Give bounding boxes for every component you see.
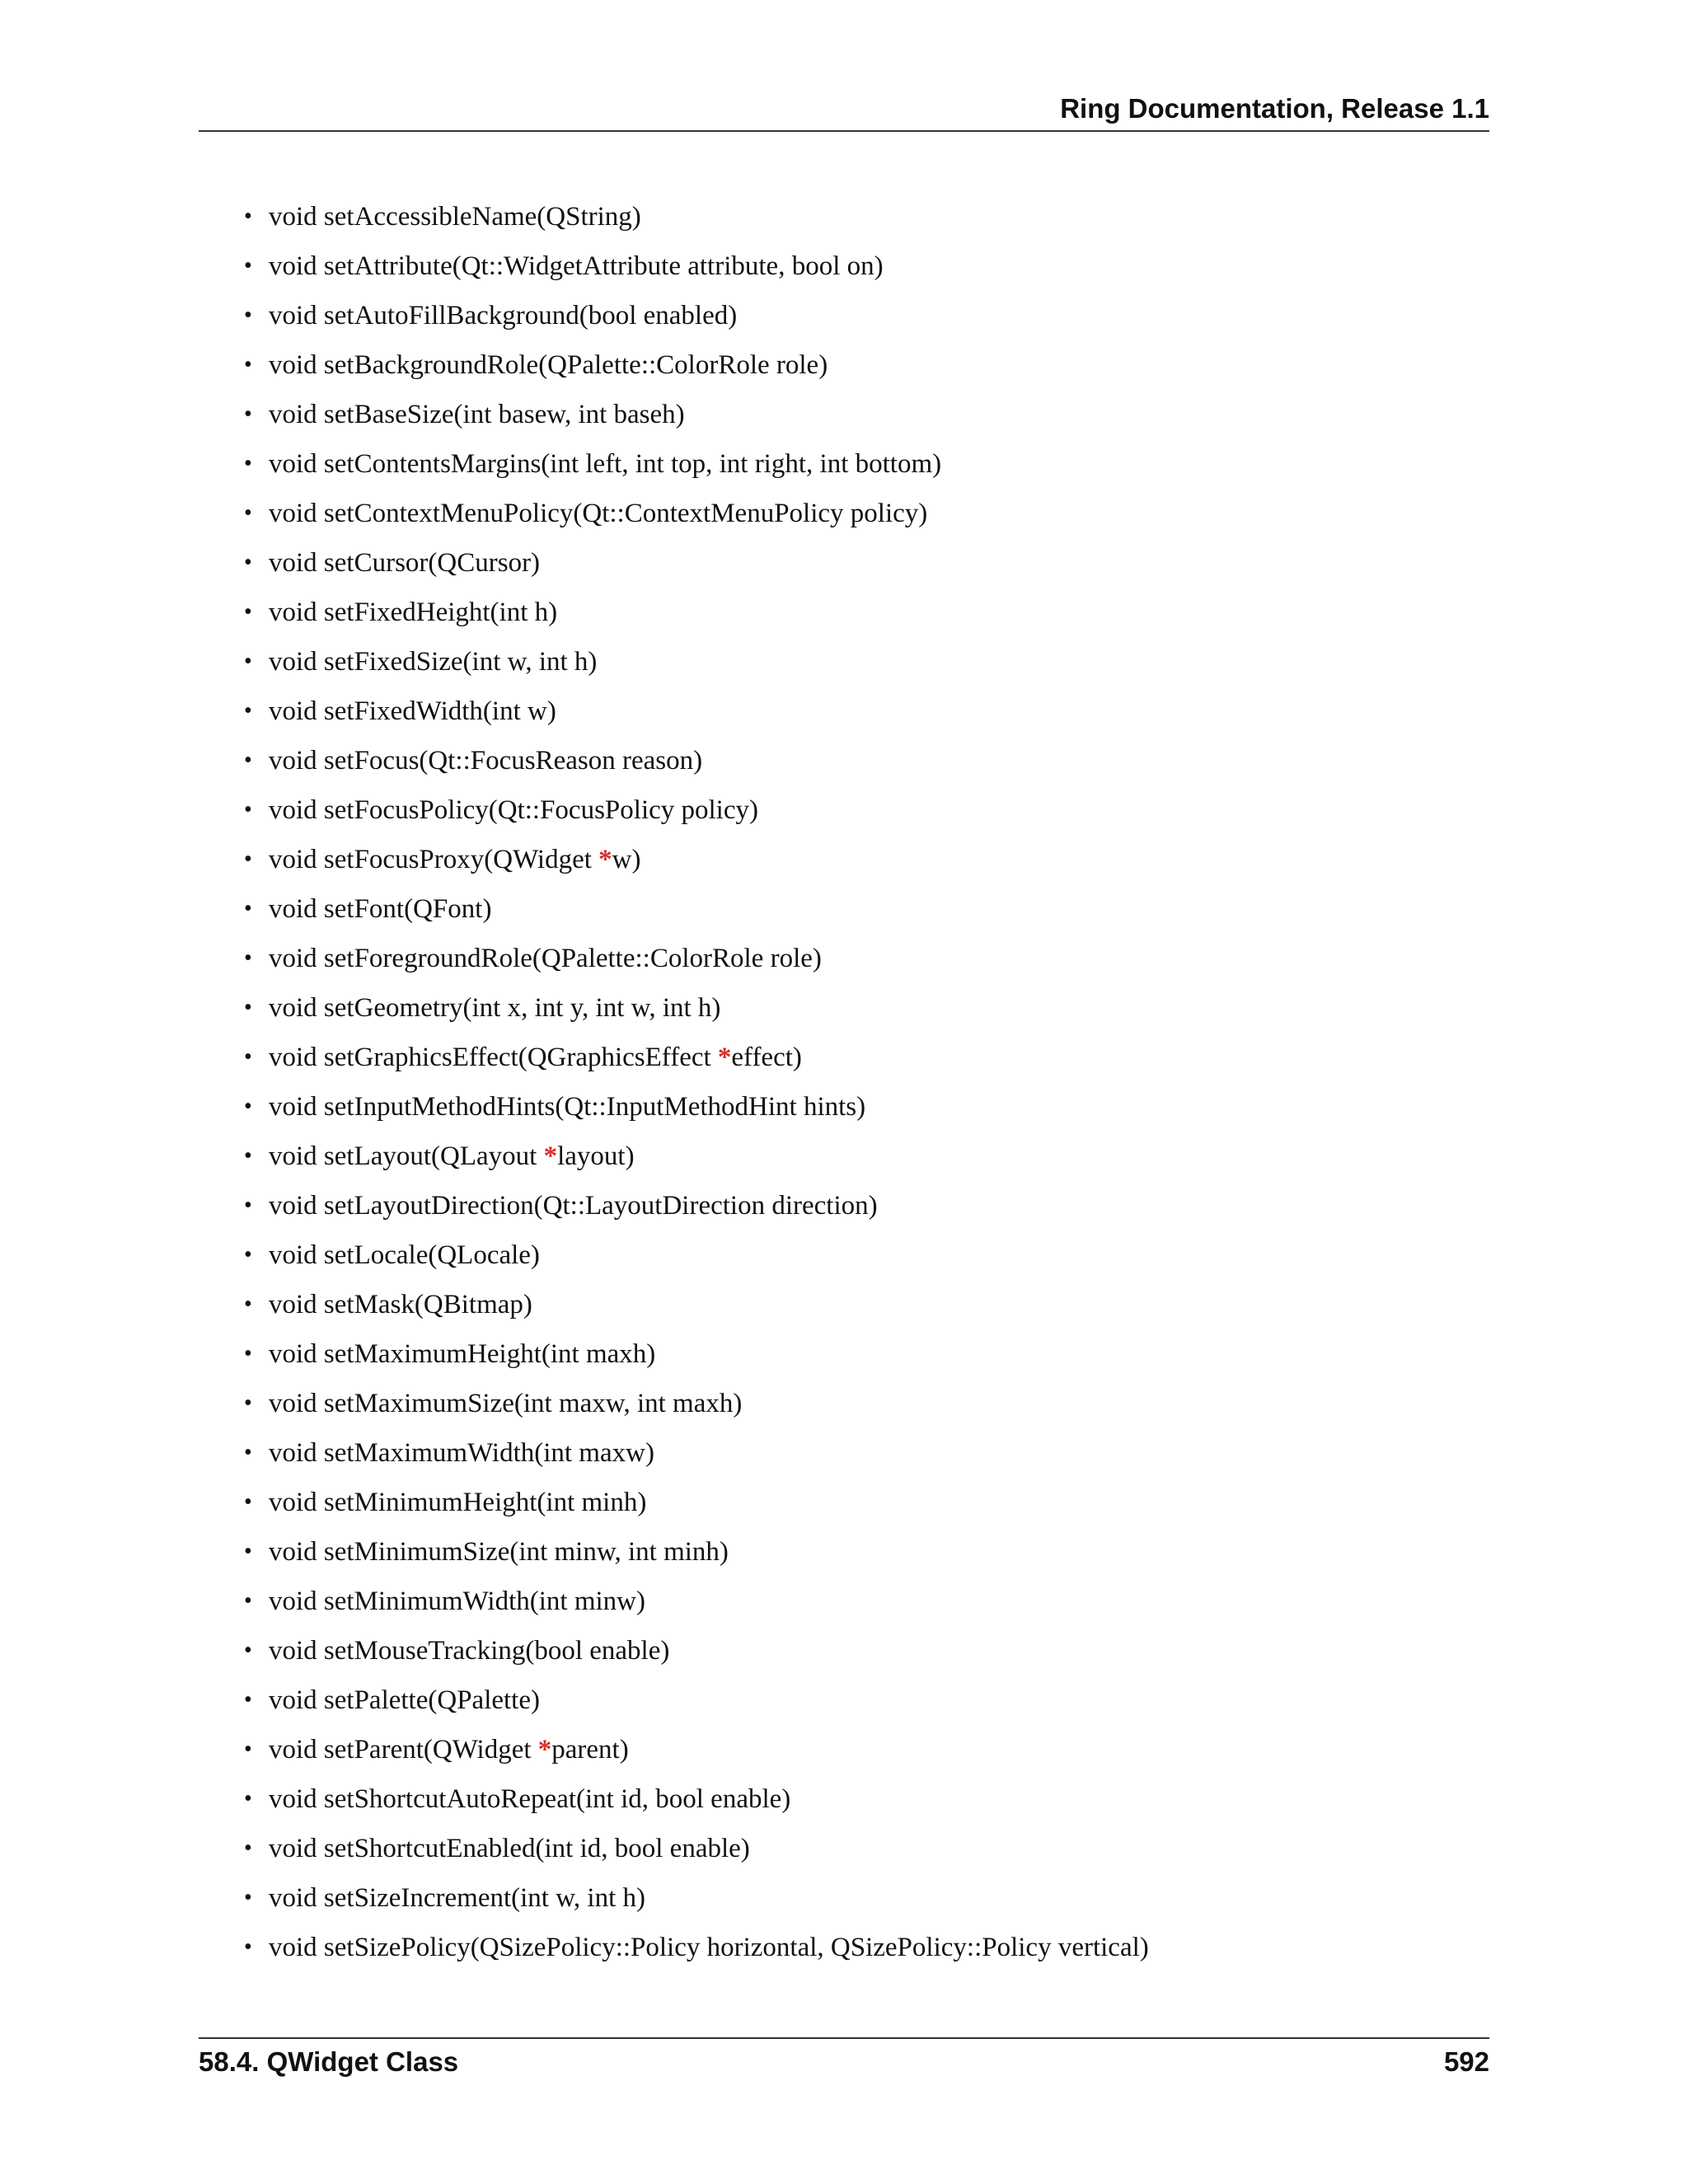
list-item	[244, 1379, 1480, 1428]
bullet-icon: •	[244, 302, 252, 328]
list-item	[244, 1428, 1480, 1478]
method-signature: void setGraphicsEffect(QGraphicsEffect	[269, 1043, 718, 1072]
bullet-icon: •	[244, 1539, 252, 1564]
method-signature: void setFont(QFont)	[269, 894, 492, 924]
method-signature: void setMouseTracking(bool enable)	[269, 1636, 670, 1666]
bullet-icon: •	[244, 1638, 252, 1663]
list-item	[244, 1577, 1480, 1626]
list-item	[244, 1873, 1480, 1923]
list-item	[244, 1033, 1480, 1082]
bullet-icon: •	[244, 896, 252, 921]
list-item	[244, 1774, 1480, 1824]
bullet-icon: •	[244, 1588, 252, 1614]
list-item	[244, 291, 1480, 340]
bullet-icon: •	[244, 1143, 252, 1169]
bullet-icon: •	[244, 649, 252, 674]
method-signature: void setSizeIncrement(int w, int h)	[269, 1883, 645, 1913]
method-signature: void setPalette(QPalette)	[269, 1685, 540, 1715]
method-signature: void setMinimumHeight(int minh)	[269, 1488, 647, 1517]
bullet-icon: •	[244, 253, 252, 279]
list-item	[244, 340, 1480, 390]
bullet-icon: •	[244, 748, 252, 773]
bullet-icon: •	[244, 797, 252, 823]
method-signature: void setMaximumWidth(int maxw)	[269, 1438, 654, 1468]
method-list	[244, 192, 1480, 1972]
list-item	[244, 1478, 1480, 1527]
bullet-icon: •	[244, 846, 252, 872]
pointer-asterisk: *	[717, 1043, 732, 1072]
list-item	[244, 1280, 1480, 1329]
method-signature: void setGeometry(int x, int y, int w, int h)	[269, 993, 721, 1023]
method-signature: void setLayoutDirection(Qt::LayoutDirection direction)	[269, 1191, 878, 1221]
method-signature: void setMinimumSize(int minw, int minh)	[269, 1537, 729, 1567]
list-item	[244, 884, 1480, 934]
list-item	[244, 1626, 1480, 1675]
method-signature: void setShortcutAutoRepeat(int id, bool enable)	[269, 1784, 791, 1814]
method-signature: void setMask(QBitmap)	[269, 1290, 532, 1319]
list-item	[244, 538, 1480, 588]
list-item	[244, 1527, 1480, 1577]
document-title: Ring Documentation, Release 1.1	[1060, 93, 1489, 124]
method-signature: void setContentsMargins(int left, int top, int right, int bottom)	[269, 449, 942, 479]
bullet-icon: •	[244, 401, 252, 427]
method-signature: void setFixedHeight(int h)	[269, 598, 558, 627]
list-item	[244, 637, 1480, 687]
bullet-icon: •	[244, 550, 252, 575]
list-item	[244, 192, 1480, 241]
bullet-icon: •	[244, 1489, 252, 1515]
method-signature: void setShortcutEnabled(int id, bool enable)	[269, 1834, 750, 1863]
method-signature-tail: w)	[612, 845, 641, 874]
list-item	[244, 1923, 1480, 1972]
method-signature-tail: parent)	[551, 1735, 629, 1765]
list-item	[244, 785, 1480, 835]
page-header	[199, 0, 1489, 132]
method-signature: void setAutoFillBackground(bool enabled)	[269, 301, 738, 330]
method-signature: void setFixedSize(int w, int h)	[269, 647, 598, 677]
list-item	[244, 439, 1480, 489]
bullet-icon: •	[244, 1885, 252, 1910]
method-signature: void setBackgroundRole(QPalette::ColorRole role)	[269, 350, 828, 380]
list-item	[244, 1132, 1480, 1181]
bullet-icon: •	[244, 451, 252, 476]
list-item	[244, 1082, 1480, 1132]
list-item	[244, 687, 1480, 736]
list-item	[244, 835, 1480, 884]
bullet-icon: •	[244, 1044, 252, 1070]
list-item	[244, 1230, 1480, 1280]
method-signature: void setAttribute(Qt::WidgetAttribute attribute, bool on)	[269, 251, 884, 281]
method-signature: void setParent(QWidget	[269, 1735, 538, 1765]
pointer-asterisk: *	[598, 845, 612, 874]
pointer-asterisk: *	[537, 1735, 552, 1765]
list-item	[244, 588, 1480, 637]
method-signature: void setLocale(QLocale)	[269, 1240, 540, 1270]
pointer-asterisk: *	[543, 1141, 558, 1171]
page-number: 592	[1443, 2046, 1489, 2077]
method-signature: void setFixedWidth(int w)	[269, 696, 556, 726]
method-signature: void setAccessibleName(QString)	[269, 202, 641, 232]
bullet-icon: •	[244, 1390, 252, 1416]
bullet-icon: •	[244, 1242, 252, 1268]
method-signature: void setMinimumWidth(int minw)	[269, 1586, 645, 1616]
method-signature: void setBaseSize(int basew, int baseh)	[269, 400, 685, 429]
list-item	[244, 241, 1480, 291]
list-item	[244, 934, 1480, 983]
list-item	[244, 1675, 1480, 1725]
list-item	[244, 983, 1480, 1033]
bullet-icon: •	[244, 1835, 252, 1861]
list-item	[244, 1329, 1480, 1379]
list-item	[244, 1181, 1480, 1230]
method-signature: void setFocus(Qt::FocusReason reason)	[269, 746, 703, 776]
bullet-icon: •	[244, 1736, 252, 1762]
method-signature: void setLayout(QLayout	[269, 1141, 544, 1171]
section-title: 58.4. QWidget Class	[199, 2046, 459, 2077]
method-signature-tail: effect)	[731, 1043, 802, 1072]
method-signature: void setMaximumHeight(int maxh)	[269, 1339, 656, 1369]
bullet-icon: •	[244, 1786, 252, 1811]
bullet-icon: •	[244, 1291, 252, 1317]
method-signature: void setInputMethodHints(Qt::InputMethodHint hints)	[269, 1092, 866, 1122]
method-signature-tail: layout)	[557, 1141, 635, 1171]
list-item	[244, 390, 1480, 439]
bullet-icon: •	[244, 945, 252, 971]
bullet-icon: •	[244, 352, 252, 377]
method-signature: void setCursor(QCursor)	[269, 548, 541, 578]
list-item	[244, 736, 1480, 785]
list-item	[244, 1725, 1480, 1774]
list-item	[244, 489, 1480, 538]
bullet-icon: •	[244, 1341, 252, 1366]
list-item	[244, 1824, 1480, 1873]
method-signature: void setForegroundRole(QPalette::ColorRole role)	[269, 944, 822, 973]
bullet-icon: •	[244, 1440, 252, 1465]
bullet-icon: •	[244, 204, 252, 229]
bullet-icon: •	[244, 698, 252, 724]
bullet-icon: •	[244, 1934, 252, 1960]
bullet-icon: •	[244, 995, 252, 1020]
bullet-icon: •	[244, 1094, 252, 1119]
method-signature: void setFocusProxy(QWidget	[269, 845, 599, 874]
method-signature: void setSizePolicy(QSizePolicy::Policy horizontal, QSizePolicy::Policy vertical)	[269, 1933, 1149, 1962]
method-signature: void setFocusPolicy(Qt::FocusPolicy policy)	[269, 795, 758, 825]
bullet-icon: •	[244, 599, 252, 625]
method-signature: void setMaximumSize(int maxw, int maxh)	[269, 1389, 743, 1418]
bullet-icon: •	[244, 1687, 252, 1713]
page-footer	[199, 2037, 1489, 2087]
method-signature: void setContextMenuPolicy(Qt::ContextMenuPolicy policy)	[269, 499, 928, 528]
bullet-icon: •	[244, 1193, 252, 1218]
bullet-icon: •	[244, 500, 252, 526]
